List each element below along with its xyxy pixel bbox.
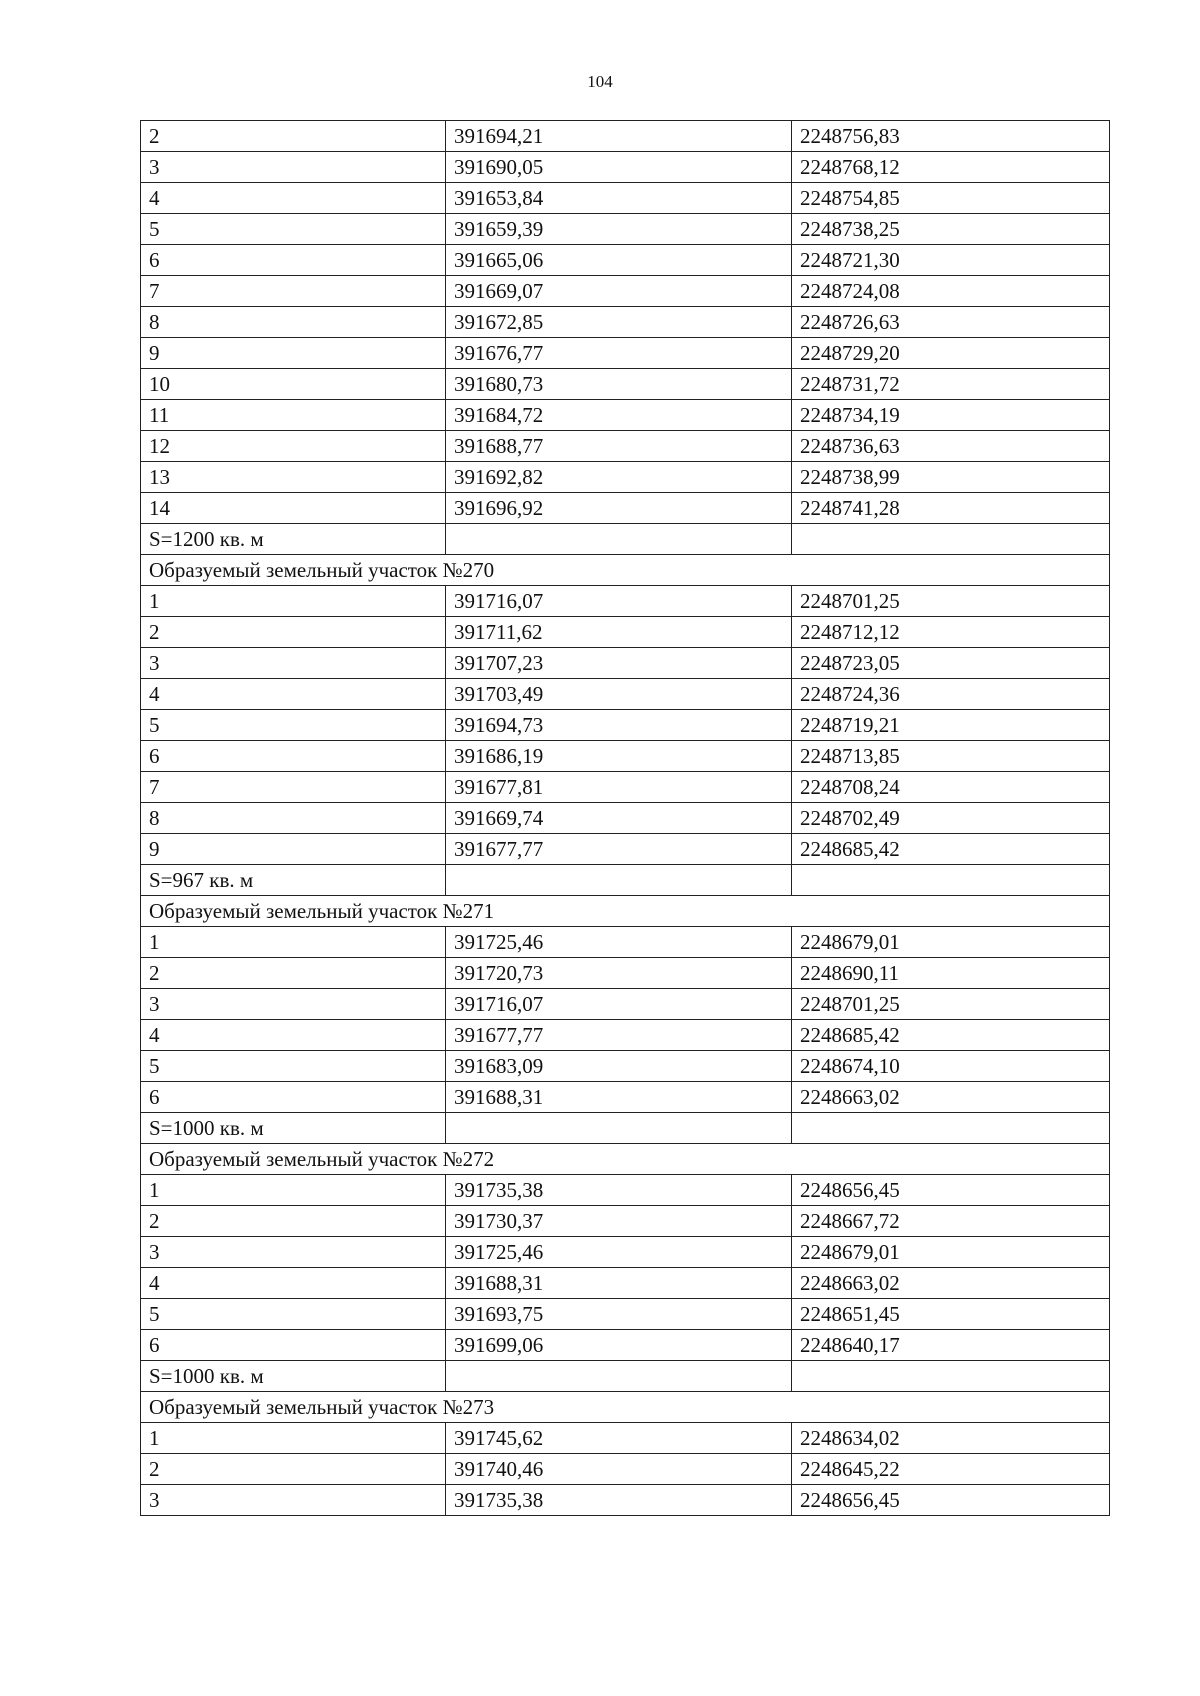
x-coordinate-cell: 391711,62 bbox=[446, 617, 792, 648]
x-coordinate-cell: 391688,77 bbox=[446, 431, 792, 462]
x-coordinate-cell: 391688,31 bbox=[446, 1268, 792, 1299]
table-row bbox=[141, 1299, 1110, 1330]
table-row bbox=[141, 772, 1110, 803]
y-coordinate-cell: 2248754,85 bbox=[792, 183, 1110, 214]
point-number-cell: 14 bbox=[141, 493, 446, 524]
x-coordinate-cell: 391699,06 bbox=[446, 1330, 792, 1361]
table-row bbox=[141, 245, 1110, 276]
point-number-cell: 9 bbox=[141, 834, 446, 865]
area-row bbox=[141, 1361, 1110, 1392]
section-header-row bbox=[141, 1392, 1110, 1423]
y-coordinate-cell: 2248645,22 bbox=[792, 1454, 1110, 1485]
x-coordinate-cell: 391693,75 bbox=[446, 1299, 792, 1330]
y-coordinate-cell: 2248729,20 bbox=[792, 338, 1110, 369]
table-row bbox=[141, 183, 1110, 214]
table-row bbox=[141, 989, 1110, 1020]
x-coordinate-cell: 391694,21 bbox=[446, 121, 792, 152]
point-number-cell: 1 bbox=[141, 927, 446, 958]
point-number-cell: 2 bbox=[141, 958, 446, 989]
x-coordinate-cell: 391730,37 bbox=[446, 1206, 792, 1237]
y-coordinate-cell: 2248701,25 bbox=[792, 989, 1110, 1020]
x-coordinate-cell: 391676,77 bbox=[446, 338, 792, 369]
table-row bbox=[141, 1423, 1110, 1454]
x-coordinate-cell: 391690,05 bbox=[446, 152, 792, 183]
x-coordinate-cell: 391707,23 bbox=[446, 648, 792, 679]
empty-cell bbox=[446, 1361, 792, 1392]
y-coordinate-cell: 2248768,12 bbox=[792, 152, 1110, 183]
point-number-cell: 6 bbox=[141, 1082, 446, 1113]
point-number-cell: 3 bbox=[141, 152, 446, 183]
x-coordinate-cell: 391740,46 bbox=[446, 1454, 792, 1485]
point-number-cell: 4 bbox=[141, 1268, 446, 1299]
x-coordinate-cell: 391688,31 bbox=[446, 1082, 792, 1113]
y-coordinate-cell: 2248679,01 bbox=[792, 1237, 1110, 1268]
empty-cell bbox=[446, 524, 792, 555]
y-coordinate-cell: 2248726,63 bbox=[792, 307, 1110, 338]
section-header-row bbox=[141, 555, 1110, 586]
table-row bbox=[141, 1237, 1110, 1268]
table-row bbox=[141, 927, 1110, 958]
point-number-cell: 8 bbox=[141, 307, 446, 338]
table-row bbox=[141, 1268, 1110, 1299]
empty-cell bbox=[792, 865, 1110, 896]
table-row bbox=[141, 834, 1110, 865]
table-row bbox=[141, 958, 1110, 989]
x-coordinate-cell: 391683,09 bbox=[446, 1051, 792, 1082]
point-number-cell: 9 bbox=[141, 338, 446, 369]
table-row bbox=[141, 214, 1110, 245]
table-row bbox=[141, 493, 1110, 524]
y-coordinate-cell: 2248685,42 bbox=[792, 1020, 1110, 1051]
x-coordinate-cell: 391653,84 bbox=[446, 183, 792, 214]
point-number-cell: 5 bbox=[141, 214, 446, 245]
point-number-cell: 2 bbox=[141, 121, 446, 152]
point-number-cell: 13 bbox=[141, 462, 446, 493]
y-coordinate-cell: 2248679,01 bbox=[792, 927, 1110, 958]
table-row bbox=[141, 462, 1110, 493]
x-coordinate-cell: 391725,46 bbox=[446, 1237, 792, 1268]
y-coordinate-cell: 2248667,72 bbox=[792, 1206, 1110, 1237]
table-row bbox=[141, 307, 1110, 338]
point-number-cell: 2 bbox=[141, 617, 446, 648]
table-row bbox=[141, 1020, 1110, 1051]
table-row bbox=[141, 803, 1110, 834]
x-coordinate-cell: 391677,77 bbox=[446, 834, 792, 865]
empty-cell bbox=[446, 865, 792, 896]
point-number-cell: 1 bbox=[141, 1423, 446, 1454]
point-number-cell: 3 bbox=[141, 1237, 446, 1268]
y-coordinate-cell: 2248712,12 bbox=[792, 617, 1110, 648]
y-coordinate-cell: 2248721,30 bbox=[792, 245, 1110, 276]
point-number-cell: 6 bbox=[141, 245, 446, 276]
y-coordinate-cell: 2248674,10 bbox=[792, 1051, 1110, 1082]
y-coordinate-cell: 2248702,49 bbox=[792, 803, 1110, 834]
y-coordinate-cell: 2248656,45 bbox=[792, 1175, 1110, 1206]
y-coordinate-cell: 2248634,02 bbox=[792, 1423, 1110, 1454]
y-coordinate-cell: 2248724,08 bbox=[792, 276, 1110, 307]
empty-cell bbox=[792, 1361, 1110, 1392]
point-number-cell: 3 bbox=[141, 648, 446, 679]
section-header-cell: Образуемый земельный участок №273 bbox=[141, 1392, 1110, 1423]
table-row bbox=[141, 152, 1110, 183]
area-row bbox=[141, 1113, 1110, 1144]
point-number-cell: 4 bbox=[141, 679, 446, 710]
table-row bbox=[141, 1206, 1110, 1237]
point-number-cell: 1 bbox=[141, 1175, 446, 1206]
point-number-cell: 10 bbox=[141, 369, 446, 400]
x-coordinate-cell: 391735,38 bbox=[446, 1175, 792, 1206]
coordinates-table-body bbox=[141, 121, 1110, 1516]
table-row bbox=[141, 586, 1110, 617]
point-number-cell: 4 bbox=[141, 183, 446, 214]
x-coordinate-cell: 391677,81 bbox=[446, 772, 792, 803]
page-number: 104 bbox=[587, 72, 613, 91]
point-number-cell: 12 bbox=[141, 431, 446, 462]
x-coordinate-cell: 391659,39 bbox=[446, 214, 792, 245]
y-coordinate-cell: 2248719,21 bbox=[792, 710, 1110, 741]
x-coordinate-cell: 391692,82 bbox=[446, 462, 792, 493]
y-coordinate-cell: 2248741,28 bbox=[792, 493, 1110, 524]
y-coordinate-cell: 2248640,17 bbox=[792, 1330, 1110, 1361]
section-header-cell: Образуемый земельный участок №272 bbox=[141, 1144, 1110, 1175]
y-coordinate-cell: 2248738,25 bbox=[792, 214, 1110, 245]
table-row bbox=[141, 276, 1110, 307]
area-cell: S=1200 кв. м bbox=[141, 524, 446, 555]
point-number-cell: 6 bbox=[141, 1330, 446, 1361]
table-row bbox=[141, 1175, 1110, 1206]
coordinates-table bbox=[140, 120, 1110, 1516]
x-coordinate-cell: 391696,92 bbox=[446, 493, 792, 524]
section-header-cell: Образуемый земельный участок №271 bbox=[141, 896, 1110, 927]
table-row bbox=[141, 1485, 1110, 1516]
x-coordinate-cell: 391720,73 bbox=[446, 958, 792, 989]
y-coordinate-cell: 2248723,05 bbox=[792, 648, 1110, 679]
table-row bbox=[141, 338, 1110, 369]
table-row bbox=[141, 400, 1110, 431]
section-header-row bbox=[141, 1144, 1110, 1175]
y-coordinate-cell: 2248736,63 bbox=[792, 431, 1110, 462]
y-coordinate-cell: 2248734,19 bbox=[792, 400, 1110, 431]
point-number-cell: 2 bbox=[141, 1454, 446, 1485]
x-coordinate-cell: 391665,06 bbox=[446, 245, 792, 276]
table-row bbox=[141, 648, 1110, 679]
empty-cell bbox=[446, 1113, 792, 1144]
x-coordinate-cell: 391680,73 bbox=[446, 369, 792, 400]
table-row bbox=[141, 617, 1110, 648]
x-coordinate-cell: 391694,73 bbox=[446, 710, 792, 741]
table-row bbox=[141, 369, 1110, 400]
y-coordinate-cell: 2248656,45 bbox=[792, 1485, 1110, 1516]
area-cell: S=967 кв. м bbox=[141, 865, 446, 896]
table-row bbox=[141, 710, 1110, 741]
section-header-cell: Образуемый земельный участок №270 bbox=[141, 555, 1110, 586]
y-coordinate-cell: 2248651,45 bbox=[792, 1299, 1110, 1330]
table-row bbox=[141, 1051, 1110, 1082]
x-coordinate-cell: 391672,85 bbox=[446, 307, 792, 338]
x-coordinate-cell: 391716,07 bbox=[446, 989, 792, 1020]
table-row bbox=[141, 431, 1110, 462]
x-coordinate-cell: 391703,49 bbox=[446, 679, 792, 710]
y-coordinate-cell: 2248690,11 bbox=[792, 958, 1110, 989]
y-coordinate-cell: 2248708,24 bbox=[792, 772, 1110, 803]
point-number-cell: 3 bbox=[141, 1485, 446, 1516]
point-number-cell: 11 bbox=[141, 400, 446, 431]
point-number-cell: 8 bbox=[141, 803, 446, 834]
point-number-cell: 4 bbox=[141, 1020, 446, 1051]
point-number-cell: 5 bbox=[141, 1051, 446, 1082]
point-number-cell: 6 bbox=[141, 741, 446, 772]
section-header-row bbox=[141, 896, 1110, 927]
table-row bbox=[141, 1082, 1110, 1113]
x-coordinate-cell: 391716,07 bbox=[446, 586, 792, 617]
y-coordinate-cell: 2248724,36 bbox=[792, 679, 1110, 710]
y-coordinate-cell: 2248738,99 bbox=[792, 462, 1110, 493]
x-coordinate-cell: 391745,62 bbox=[446, 1423, 792, 1454]
y-coordinate-cell: 2248731,72 bbox=[792, 369, 1110, 400]
table-row bbox=[141, 121, 1110, 152]
table-row bbox=[141, 1454, 1110, 1485]
empty-cell bbox=[792, 1113, 1110, 1144]
table-row bbox=[141, 679, 1110, 710]
area-row bbox=[141, 524, 1110, 555]
x-coordinate-cell: 391669,07 bbox=[446, 276, 792, 307]
table-row bbox=[141, 1330, 1110, 1361]
x-coordinate-cell: 391669,74 bbox=[446, 803, 792, 834]
point-number-cell: 7 bbox=[141, 772, 446, 803]
table-row bbox=[141, 741, 1110, 772]
y-coordinate-cell: 2248756,83 bbox=[792, 121, 1110, 152]
point-number-cell: 1 bbox=[141, 586, 446, 617]
point-number-cell: 2 bbox=[141, 1206, 446, 1237]
x-coordinate-cell: 391684,72 bbox=[446, 400, 792, 431]
area-cell: S=1000 кв. м bbox=[141, 1361, 446, 1392]
y-coordinate-cell: 2248701,25 bbox=[792, 586, 1110, 617]
x-coordinate-cell: 391725,46 bbox=[446, 927, 792, 958]
point-number-cell: 3 bbox=[141, 989, 446, 1020]
point-number-cell: 7 bbox=[141, 276, 446, 307]
y-coordinate-cell: 2248713,85 bbox=[792, 741, 1110, 772]
point-number-cell: 5 bbox=[141, 710, 446, 741]
area-row bbox=[141, 865, 1110, 896]
x-coordinate-cell: 391677,77 bbox=[446, 1020, 792, 1051]
point-number-cell: 5 bbox=[141, 1299, 446, 1330]
x-coordinate-cell: 391735,38 bbox=[446, 1485, 792, 1516]
y-coordinate-cell: 2248663,02 bbox=[792, 1082, 1110, 1113]
y-coordinate-cell: 2248685,42 bbox=[792, 834, 1110, 865]
y-coordinate-cell: 2248663,02 bbox=[792, 1268, 1110, 1299]
area-cell: S=1000 кв. м bbox=[141, 1113, 446, 1144]
empty-cell bbox=[792, 524, 1110, 555]
x-coordinate-cell: 391686,19 bbox=[446, 741, 792, 772]
